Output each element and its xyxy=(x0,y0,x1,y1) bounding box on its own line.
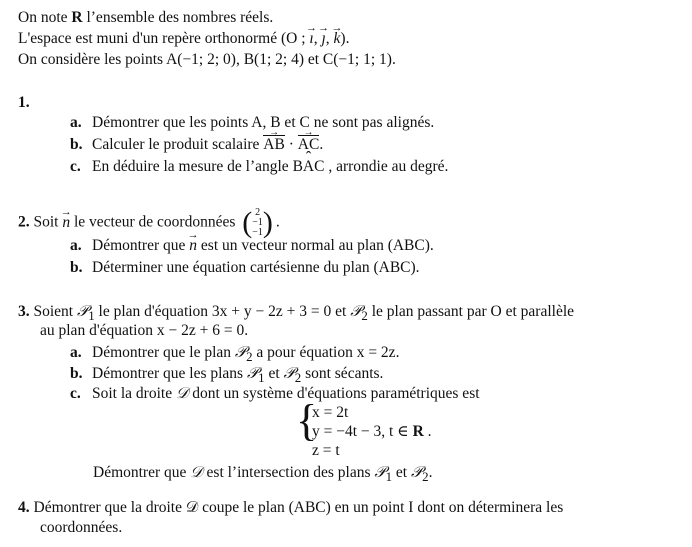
plane-symbol: 𝒫 xyxy=(350,302,362,320)
item-text: sont sécants. xyxy=(301,365,384,382)
vector-ac: AC → xyxy=(298,136,320,154)
item-text: a pour équation x = 2z. xyxy=(252,344,400,361)
separator: , xyxy=(325,30,334,47)
intro-text: l’ensemble des nombres réels. xyxy=(82,9,274,26)
frame-close: ). xyxy=(340,30,350,47)
item-text: Démontrer que le plan xyxy=(92,344,235,361)
subscript-1: 1 xyxy=(88,308,95,324)
item-label: c. xyxy=(70,158,81,175)
intro-line-3: On considère les points A(−1; 2; 0), B(1; 2; 4) et C(−1; 1; 1). xyxy=(18,51,396,68)
item-label: c. xyxy=(70,385,81,402)
subscript-2: 2 xyxy=(422,469,429,485)
reals-symbol: R xyxy=(412,423,424,440)
subscript-2: 2 xyxy=(361,308,368,324)
punctuation: . xyxy=(275,213,280,231)
question-3a xyxy=(70,343,399,366)
vector-j: → ȷ xyxy=(321,30,325,48)
intro-text: L'espace est muni d'un repère orthonormé xyxy=(18,30,281,47)
question-3c-conclusion xyxy=(93,463,433,486)
item-text: Démontrer que les points A, B et C ne sont pas alignés. xyxy=(92,114,435,131)
system-equation-3: z = t xyxy=(312,442,340,459)
question-2b xyxy=(70,259,420,277)
item-text: Soient xyxy=(33,303,77,320)
intro-line-2 xyxy=(18,30,349,48)
subscript-2: 2 xyxy=(294,370,302,386)
question-1a xyxy=(70,114,434,132)
coord-y: −1 xyxy=(252,217,263,228)
vector-n: → n xyxy=(62,214,70,232)
system-equation-2 xyxy=(312,423,432,441)
item-text: , arrondie au degré. xyxy=(324,158,449,175)
question-3-number: 3. xyxy=(18,303,30,320)
item-text: le plan passant par O et parallèle xyxy=(367,303,575,320)
item-label: a. xyxy=(70,344,82,361)
item-text: dont un système d'équations paramétriques est xyxy=(188,385,480,402)
item-text: Soit xyxy=(33,213,63,231)
item-text: Démontrer que xyxy=(93,464,191,481)
item-text: et xyxy=(264,365,284,382)
item-text: Déterminer une équation cartésienne du plan (ABC). xyxy=(92,259,420,276)
coord-x: 2 xyxy=(255,207,261,218)
subscript-1: 1 xyxy=(385,469,393,485)
question-4-number: 4. xyxy=(18,499,30,516)
plane-symbol: 𝒫 xyxy=(234,343,247,361)
line-symbol: 𝒟 xyxy=(190,463,203,481)
frame-open: (O ; xyxy=(280,30,310,47)
item-text: Démontrer que xyxy=(92,237,190,254)
question-2 xyxy=(18,208,280,238)
reals-symbol: R xyxy=(71,9,83,26)
angle-bac: ˆ BAC xyxy=(293,158,325,176)
item-text: le vecteur de coordonnées xyxy=(70,213,240,231)
separator: , xyxy=(313,30,322,47)
coord-z: −1 xyxy=(252,227,263,238)
item-text: le plan d'équation 3x + y − 2z + 3 = 0 et xyxy=(94,303,351,320)
item-text: En déduire la mesure de l’angle xyxy=(92,158,293,175)
question-3-line-2: au plan d'équation x − 2z + 6 = 0. xyxy=(40,322,249,339)
punctuation: . xyxy=(319,136,324,153)
system-equation-1: x = 2t xyxy=(312,404,349,421)
item-label: b. xyxy=(70,136,83,153)
plane-symbol: 𝒫 xyxy=(246,364,259,382)
subscript-1: 1 xyxy=(258,370,265,386)
plane-symbol: 𝒫 xyxy=(410,463,423,481)
item-text: est l’intersection des plans xyxy=(202,464,375,481)
vector-n: → n xyxy=(189,237,197,255)
subscript-2: 2 xyxy=(246,349,253,365)
item-text: Démontrer que la droite 𝒟 coupe le plan (ABC) en un point I dont on déterminera les xyxy=(33,499,564,516)
item-label: a. xyxy=(70,114,82,131)
item-text: et xyxy=(392,464,411,481)
item-text: Calculer le produit scalaire xyxy=(92,136,264,153)
question-4-line-1 xyxy=(18,499,563,517)
question-1c xyxy=(70,158,448,176)
intro-text: On note xyxy=(18,9,72,26)
intro-line-1 xyxy=(18,9,273,27)
coordinate-vector: ( 2 −1 −1) xyxy=(242,206,273,239)
item-text: est un vecteur normal au plan (ABC). xyxy=(197,237,434,254)
question-4-line-2: coordonnées. xyxy=(40,519,123,536)
plane-symbol: 𝒫 xyxy=(283,364,295,382)
item-label: a. xyxy=(70,237,82,254)
vector-i: → ı xyxy=(309,30,313,48)
equation-text: y = −4t − 3, t ∈ xyxy=(312,423,413,440)
question-2-number: 2. xyxy=(18,213,30,231)
item-text: Soit la droite xyxy=(92,385,176,402)
item-text: Démontrer que les plans xyxy=(92,365,247,382)
item-label: b. xyxy=(70,365,83,382)
plane-symbol: 𝒫 xyxy=(374,463,386,481)
dot-operator: · xyxy=(284,136,298,153)
system-brace: { xyxy=(296,396,318,445)
plane-symbol: 𝒫 xyxy=(77,302,89,320)
vector-ab: AB → xyxy=(263,136,285,154)
question-3c xyxy=(70,384,480,403)
question-1-number: 1. xyxy=(18,94,30,111)
punctuation: . xyxy=(423,423,432,440)
item-label: b. xyxy=(70,259,83,276)
line-symbol: 𝒟 xyxy=(175,384,189,402)
question-1b xyxy=(70,136,323,154)
punctuation: . xyxy=(428,464,433,481)
vector-k: → k xyxy=(334,30,341,48)
question-2a xyxy=(70,237,434,255)
